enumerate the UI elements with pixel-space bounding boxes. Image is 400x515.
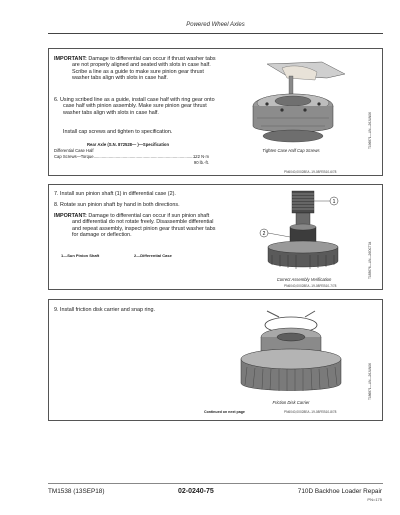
legend-item-2: 2—Differential Case <box>134 253 172 258</box>
image-caption-3: Friction Disk Carrier <box>272 400 310 405</box>
image-caption-1: Tighten Case Half Cap Screws <box>262 148 320 153</box>
important-text-1: Damage to differential can occur if thrust washer tabs are not properly aligned and seated with slots in case half. Scribe a line as a guide to make sure pinion gear thrust washer tabs align with slots in case half. <box>72 56 216 81</box>
step-8-text: Rotate sun pinion shaft by hand in both directions. <box>60 202 180 208</box>
reference-code-3: PN6040,00028EA -19-08FEB10-8/78 <box>284 410 337 414</box>
reference-code-1: PN6040,00028EA -19-08FEB10-6/78 <box>284 170 337 174</box>
page-header-title: Powered Wheel Axles <box>186 22 245 28</box>
footer-title: 710D Backhoe Loader Repair <box>297 488 382 495</box>
spec-value-lbft: 90 lb.-ft. <box>193 160 209 165</box>
step-7 <box>54 191 219 197</box>
step-9-text: Install friction disk carrier and snap ring. <box>60 307 155 313</box>
footer-rule <box>48 483 383 484</box>
important-text-2: Damage to differential can occur if sun pinion shaft and differential do not rotate freely. Disassemble differential and repeat assembly, inspect pinion gear thrust washer tabs for damage or deflection. <box>72 213 216 238</box>
tighten-case-half-image <box>227 56 355 146</box>
step-9-number: 9. <box>54 307 59 313</box>
header-rule <box>48 33 383 34</box>
step-6-subtext: Install cap screws and tighten to specification. <box>63 129 173 135</box>
friction-disk-illustration <box>227 307 355 397</box>
correct-assembly-image <box>254 189 354 275</box>
image-id-3: T186871—UN—26JUN06 <box>368 363 372 400</box>
step-8 <box>54 202 219 208</box>
footer-page-number: PN=175 <box>367 497 382 502</box>
friction-disk-carrier-image <box>227 307 355 397</box>
important-label-2: IMPORTANT: <box>54 213 87 219</box>
important-label-1: IMPORTANT: <box>54 56 87 62</box>
image-id-1: T196871—UN—26JUN06 <box>368 112 372 149</box>
instruction-panel-3 <box>48 299 383 421</box>
step-6 <box>54 97 219 116</box>
differential-case-illustration <box>227 56 355 146</box>
footer-page-id: 02-0240-75 <box>178 488 214 495</box>
important-note-2 <box>54 213 219 238</box>
spec-heading: Rear Axle (S.N. 872528— )—Specification <box>87 142 169 147</box>
footer-doc-id: TM1538 (13SEP18) <box>48 488 105 495</box>
reference-code-2: PN6040,00028EA -19-08FEB10-7/78 <box>284 284 337 288</box>
legend-item-1: 1—Sun Pinion Shaft <box>61 253 100 258</box>
instruction-panel-2 <box>48 184 383 290</box>
step-7-text: Install sun pinion shaft (1) in differential case (2). <box>60 191 176 197</box>
step-6-text: Using scribed line as a guide, install case half with ring gear onto case half with pinion assembly. Make sure pinion gear thrust washer tabs align with slots in case half. <box>60 97 215 116</box>
callout-1: 1 <box>332 199 336 205</box>
step-9 <box>54 307 219 313</box>
instruction-panel-1 <box>48 48 383 176</box>
image-id-2: T183676—UN—26OCT04 <box>368 241 372 279</box>
step-6-number: 6. <box>54 97 59 103</box>
continued-note: Continued on next page <box>204 410 245 414</box>
important-note-1 <box>54 56 219 81</box>
spec-label: Cap Screws—Torque........................................................................................ <box>54 154 196 159</box>
step-7-number: 7. <box>54 191 59 197</box>
sun-pinion-illustration <box>254 189 354 275</box>
spec-value-nm: 122 N·m <box>192 154 209 159</box>
spec-item: Differential Case Half <box>54 148 94 153</box>
step-8-number: 8. <box>54 202 59 208</box>
callout-2: 2 <box>262 231 266 237</box>
image-caption-2: Correct Assembly Verification <box>276 277 332 282</box>
